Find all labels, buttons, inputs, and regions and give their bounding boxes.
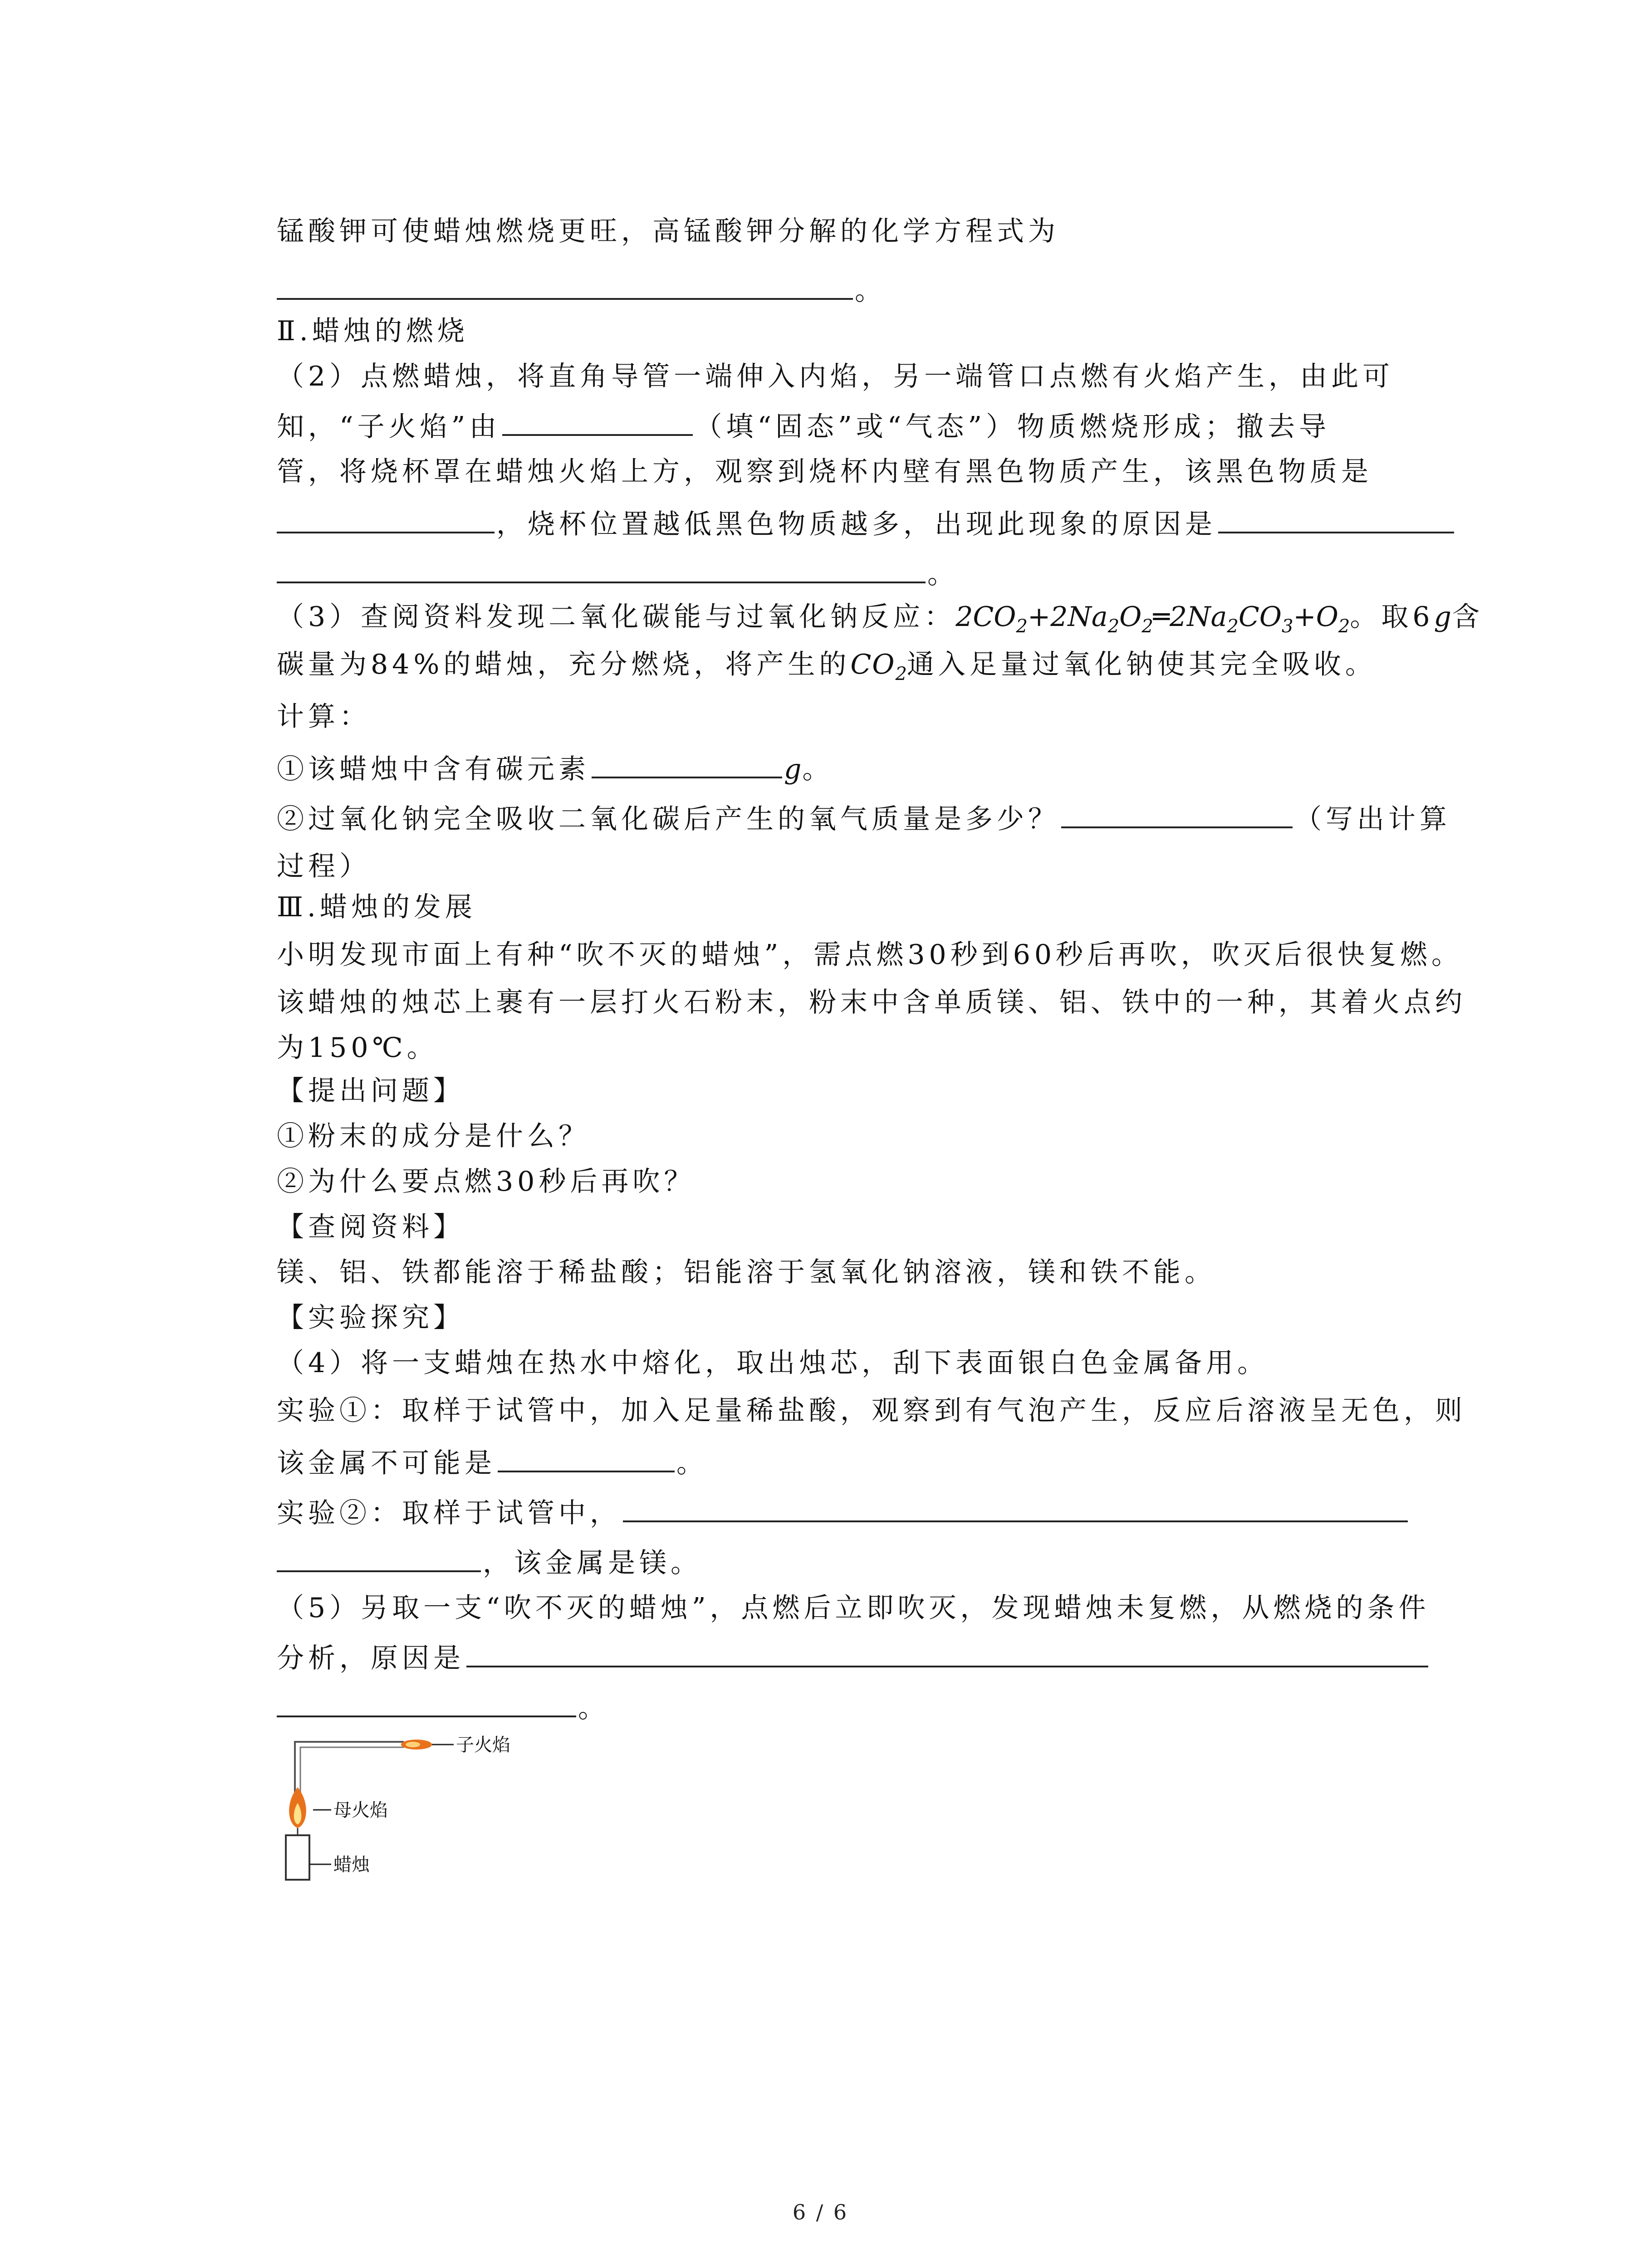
candle-figure: [277, 1719, 594, 1889]
heading-question: 【提出问题】: [277, 1075, 465, 1107]
reason-blank-q5b[interactable]: [277, 1687, 576, 1717]
exp-2-blank-b[interactable]: [277, 1542, 481, 1572]
reason-blank-q5a[interactable]: [466, 1637, 1428, 1667]
exp-2-a: 实验②：取样于试管中，: [277, 1492, 1410, 1531]
heading-experiment: 【实验探究】: [277, 1302, 465, 1334]
calc-1: ①该蜡烛中含有碳元素 g。: [277, 748, 833, 787]
label-child-flame: 子火焰: [456, 1735, 510, 1755]
line-2: 。: [277, 270, 886, 309]
exp-2-blank-a[interactable]: [623, 1492, 1408, 1522]
exp-1-b: 该金属不可能是 。: [277, 1442, 708, 1481]
label-mother-flame: 母火焰: [333, 1800, 388, 1821]
equation-blank[interactable]: [277, 270, 853, 300]
co2-formula: $CO_2$: [850, 649, 907, 684]
exp-1-a: 实验①：取样于试管中，加入足量稀盐酸，观察到有气泡产生，反应后溶液呈无色，则: [277, 1395, 1466, 1427]
q2-line-c: 管，将烧杯罩在蜡烛火焰上方，观察到烧杯内壁有黑色物质产生，该黑色物质是: [277, 456, 1372, 488]
candle-diagram: [277, 1719, 594, 1882]
carbon-mass-blank[interactable]: [592, 748, 782, 778]
line-1: 锰酸钾可使蜡烛燃烧更旺，高锰酸钾分解的化学方程式为: [277, 215, 1059, 247]
calc-2: ②过氧化钠完全吸收二氧化碳后产生的氧气质量是多少？ （写出计算: [277, 798, 1451, 837]
page-number: 6 / 6: [792, 2200, 849, 2224]
q5-b: 分析，原因是: [277, 1637, 1430, 1677]
exp-2-b: ，该金属是镁。: [277, 1542, 702, 1581]
reaction-equation: $2CO_2+2Na_2O_2═2Na_2CO_3+O_2$: [955, 601, 1350, 637]
question-a: ①粉末的成分是什么？: [277, 1120, 590, 1152]
para-1: 小明发现市面上有种“吹不灭的蜡烛”，需点燃30秒到60秒后再吹，吹灭后很快复燃。: [277, 939, 1463, 971]
q2-line-a: （2）点燃蜡烛，将直角导管一端伸入内焰，另一端管口点燃有火焰产生，由此可: [277, 361, 1394, 392]
q3-line-b: 碳量为84%的蜡烛，充分燃烧，将产生的$CO_2$通入足量过氧化钠使其完全吸收。: [277, 649, 1376, 684]
data-text: 镁、铝、铁都能溶于稀盐酸；铝能溶于氢氧化钠溶液，镁和铁不能。: [277, 1256, 1216, 1288]
question-b: ②为什么要点燃30秒后再吹？: [277, 1166, 696, 1198]
not-metal-blank[interactable]: [498, 1442, 675, 1472]
q5-a: （5）另取一支“吹不灭的蜡烛”，点燃后立即吹灭，发现蜡烛未复燃，从燃烧的条件: [277, 1592, 1430, 1624]
q5-c: 。: [277, 1687, 609, 1726]
q4-text: （4）将一支蜡烛在热水中熔化，取出烛芯，刮下表面银白色金属备用。: [277, 1347, 1269, 1379]
para-2: 该蜡烛的烛芯上裹有一层打火石粉末，粉末中含单质镁、铝、铁中的一种，其着火点约: [277, 987, 1466, 1018]
section-3-heading: Ⅲ.蜡烛的发展: [277, 891, 476, 923]
black-substance-blank[interactable]: [277, 503, 495, 533]
q2-line-e: 。: [277, 553, 959, 592]
candle-body: [286, 1835, 309, 1880]
calc-heading: 计算：: [277, 701, 371, 733]
para-3: 为150℃。: [277, 1032, 438, 1064]
reason-blank-b[interactable]: [277, 553, 926, 583]
child-flame-core: [406, 1742, 420, 1747]
q2-line-b: 知，“子火焰”由 （填“固态”或“气态”）物质燃烧形成；撤去导: [277, 406, 1330, 445]
heading-data: 【查阅资料】: [277, 1211, 465, 1243]
oxygen-mass-blank[interactable]: [1061, 798, 1293, 828]
q2-line-d: ，烧杯位置越低黑色物质越多，出现此现象的原因是: [277, 503, 1456, 543]
q3-line-a: （3）查阅资料发现二氧化碳能与过氧化钠反应：$2CO_2+2Na_2O_2═2Na_2CO_3+O_2$。取6g含: [277, 599, 1484, 645]
section-2-heading: Ⅱ.蜡烛的燃烧: [277, 315, 469, 347]
reason-blank-a[interactable]: [1218, 503, 1454, 533]
calc-2-cont: 过程）: [277, 850, 371, 882]
label-candle: 蜡烛: [333, 1854, 370, 1875]
state-blank[interactable]: [502, 406, 693, 436]
